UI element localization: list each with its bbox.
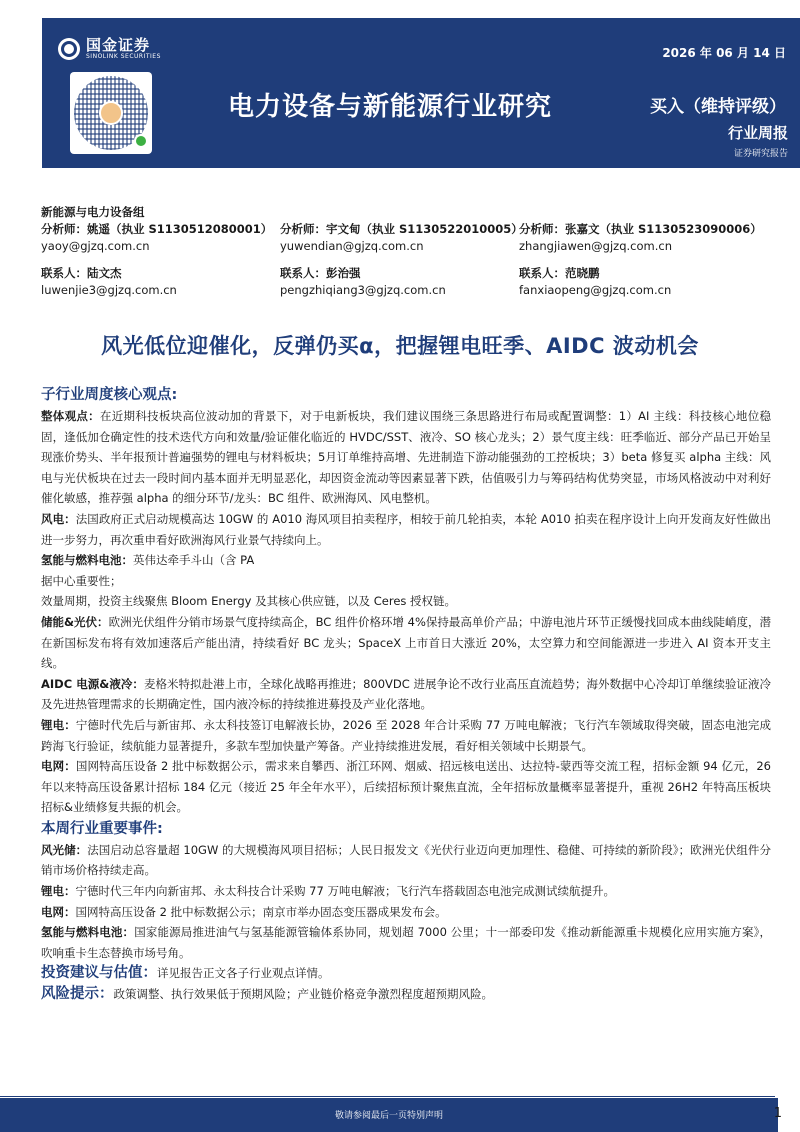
paragraph-text: 英伟达牵手斗山（含 PA <box>133 553 255 568</box>
paragraph-text: 欧洲光伏组件分销市场景气度持续高企，BC 组件价格环增 4%保持最高单价产品；中游电池片环节正缓慢找回成本曲线陡峭度，潜在新国标发布将有效加速落后产能出清，持续看好 BC 龙头；SpaceX 上市首日大涨近 20%，太空算力和空间能源进一步进入 AI 资本开支主线。 <box>41 614 772 671</box>
paragraph-label: 风电： <box>41 511 76 526</box>
analyst-name: 分析师：宇文甸（执业 S1130522010005） <box>280 222 523 236</box>
event-text: 国网特高压设备 2 批中标数据公示；南京市举办固态变压器成果发布会。 <box>75 904 447 919</box>
contact-item <box>280 265 519 299</box>
contact-item <box>41 265 280 299</box>
footer-disclaimer: 敬请参阅最后一页特别声明 <box>334 1111 443 1121</box>
paragraph-label: 氢能与燃料电池： <box>41 553 133 568</box>
event-label: 锂电： <box>41 884 76 899</box>
brand-name-en: SINOLINK SECURITIES <box>86 53 161 60</box>
advice-text: 详见报告正文各子行业观点详情。 <box>157 966 330 981</box>
event-text: 法国启动总容量超 10GW 的大规模海风项目招标；人民日报发文《光伏行业迈向更加理性、稳健、可持续的新阶段》；欧洲光伏组件分销市场价格持续走高。 <box>41 842 771 878</box>
paragraph-label: 储能&光伏： <box>41 614 109 629</box>
storage-pv-view <box>41 612 771 674</box>
page-number: 1 <box>773 1106 782 1121</box>
core-views-title: 子行业周度核心观点: <box>41 387 178 403</box>
analyst-group: 新能源与电力设备组 <box>41 205 145 219</box>
qr-code-icon <box>70 72 152 154</box>
contact-name: 联系人：陆文杰 <box>41 266 122 280</box>
paragraph-text: 国网特高压设备 2 批中标数据公示，需求来自攀西、浙江环网、烟威、招远核电送出、达拉特-蒙西等交流工程，招标金额 94 亿元，26 年以来特高压设备累计招标 184 亿元（接近 25 年全年水平），后续招标预计聚焦直流，全年招标放量概率显著提升，重视 26H2 年特高压板块招标&业绩修复共振的机会。 <box>41 759 772 815</box>
rating-badge: 买入（维持评级） <box>650 97 786 117</box>
paragraph-label: 电网： <box>41 759 76 774</box>
analyst-email[interactable]: yuwendian@gjzq.com.cn <box>280 239 424 253</box>
analyst-email[interactable]: zhangjiawen@gjzq.com.cn <box>519 239 672 253</box>
report-type: 行业周报 <box>727 124 788 142</box>
paragraph-text: 宁德时代先后与新宙邦、永太科技签订电解液长协，2026 至 2028 年合计采购 77 万吨电解液；飞行汽车领域取得突破，固态电池完成跨海飞行验证，续航能力显著提升，多款车型加快量产筹备。产业持续推进发展，看好相关领域中长期景气。 <box>41 717 771 753</box>
report-date: 2026 年 06 月 14 日 <box>662 46 786 60</box>
paragraph-text: 效量周期，投资主线聚焦 Bloom Energy 及其核心供应链，以及 Ceres 授权链。 <box>41 594 457 609</box>
paragraph-text: 据中心重要性； <box>41 573 122 588</box>
contact-email[interactable]: pengzhiqiang3@gjzq.com.cn <box>280 283 446 297</box>
event-item <box>41 922 771 963</box>
hydrogen-view-cont <box>41 591 771 612</box>
contact-email[interactable]: fanxiaopeng@gjzq.com.cn <box>519 283 672 297</box>
qr-logo-icon <box>99 101 123 125</box>
advice-title: 投资建议与估值： <box>41 965 157 982</box>
contact-email[interactable]: luwenjie3@gjzq.com.cn <box>41 283 177 297</box>
risk-text: 政策调整、执行效果低于预期风险；产业链价格竞争激烈程度超预期风险。 <box>113 987 493 1002</box>
risk-warning <box>41 984 771 1005</box>
paragraph-label: 整体观点： <box>41 409 100 423</box>
analyst-row <box>41 221 761 255</box>
report-subtitle: 证券研究报告 <box>733 149 788 159</box>
contact-name: 联系人：范晓鹏 <box>519 266 600 280</box>
brand-name-cn: 国金证券 <box>86 36 151 54</box>
wind-view <box>41 509 771 550</box>
event-item <box>41 902 771 923</box>
event-label: 氢能与燃料电池： <box>41 925 135 940</box>
overall-view <box>41 406 771 509</box>
paragraph-label: AIDC 电源&液冷： <box>41 676 144 691</box>
event-label: 风光储： <box>41 842 88 857</box>
battery-view <box>41 715 771 756</box>
hydrogen-view-cont <box>41 571 771 592</box>
risk-title: 风险提示： <box>41 986 114 1003</box>
contact-item <box>519 265 758 299</box>
paragraph-label: 锂电： <box>41 717 76 732</box>
event-label: 电网： <box>41 904 76 919</box>
investment-advice <box>41 963 771 984</box>
analyst-name: 分析师：张嘉文（执业 S1130523090006） <box>519 222 762 236</box>
wechat-icon <box>134 134 148 148</box>
analyst-item <box>280 221 523 255</box>
event-item <box>41 840 771 881</box>
events-title: 本周行业重要事件: <box>41 820 163 837</box>
footer-divider <box>0 1096 775 1097</box>
footer-bar <box>0 1098 778 1132</box>
contact-row <box>41 265 761 299</box>
report-body <box>41 384 771 1005</box>
grid-view <box>41 756 771 818</box>
analyst-block <box>41 204 761 299</box>
event-text: 国家能源局推进油气与氢基能源管输体系协同，规划超 7000 公里；十一部委印发《推动新能源重卡规模化应用实施方案》，吹响重卡生态替换市场号角。 <box>41 925 771 960</box>
event-item <box>41 881 771 902</box>
event-text: 宁德时代三年内向新宙邦、永太科技合计采购 77 万吨电解液；飞行汽车搭载固态电池完成测试续航提升。 <box>75 884 615 899</box>
paragraph-text: 在近期科技板块高位波动加的背景下，对于电新板块，我们建议围绕三条思路进行布局或配置调整：1）AI 主线：科技核心地位稳固，逢低加仓确定性的技术迭代方向和效量/验证催化临近的 HVDC/SST、液冷、SO 核心龙头；2）景气度主线：旺季临近、部分产品已开始呈现涨价势头、半年报预计普遍强势的锂电与材料板块；5月订单维持高增、先进制造下游动能强劲的工控板块；3）beta 修复买 alpha 主线：风电与光伏板块在过去一段时间内基本面并无明显恶化，却因资金流动等因素显著下跌，估值吸引力与筹码结构优势突显，市场风格波动中对利好催化敏感，推荐强 alpha 的细分环节/龙头：BC 组件、欧洲海风、风电整机。 <box>41 409 772 506</box>
logo-icon <box>58 38 80 60</box>
paragraph-text: 法国政府正式启动规模高达 10GW 的 A010 海风项目拍卖程序，相较于前几轮拍卖，本轮 A010 拍卖在程序设计上向开发商友好性做出进一步努力，再次重申看好欧洲海风行业景气持续向上。 <box>41 511 772 547</box>
brand-logo <box>58 37 161 61</box>
contact-name: 联系人：彭治强 <box>280 266 361 280</box>
aidc-view <box>41 674 771 715</box>
analyst-item <box>41 221 280 255</box>
analyst-item <box>519 221 762 255</box>
paragraph-text: 麦格米特拟赴港上市，全球化战略再推进；800VDC 进展争论不改行业高压直流趋势；海外数据中心冷却订单继续验证液冷及先进热管理需求的长期确定性，国内液冷标的持续推进募投及产业化落地。 <box>41 676 771 712</box>
analyst-email[interactable]: yaoy@gjzq.com.cn <box>41 239 150 253</box>
analyst-name: 分析师：姚遥（执业 S1130512080001） <box>41 222 273 236</box>
hydrogen-view <box>41 550 771 571</box>
report-title: 电力设备与新能源行业研究 <box>228 92 553 122</box>
headline: 风光低位迎催化，反弹仍买α，把握锂电旺季、AIDC 波动机会 <box>101 334 699 358</box>
